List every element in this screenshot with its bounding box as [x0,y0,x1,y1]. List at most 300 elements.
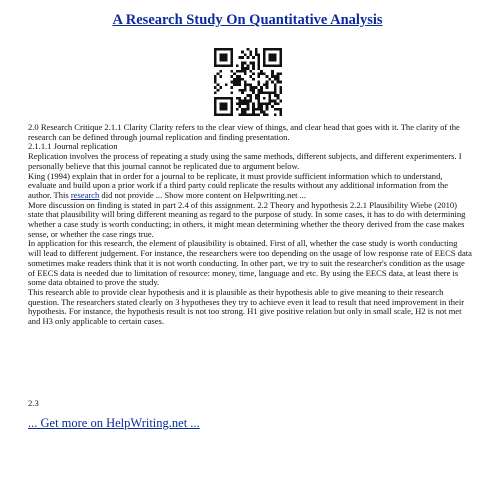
qr-module [249,86,252,89]
heading-journal-replication: 2.1.1.1 Journal replication [28,141,118,152]
qr-module [249,53,252,56]
qr-module [277,81,280,84]
qr-module [238,75,241,78]
qr-module [266,86,269,89]
qr-module [263,64,266,67]
qr-module [244,100,247,103]
paragraph-research-critique: 2.0 Research Critique 2.1.1 Clarity Clarity refers to the clear view of things, and clear head that goes with it. The clarity of the research can be defined through journal replication and finding presentation. [28,122,462,142]
qr-module [219,53,222,56]
paragraph-application: In application for this research, the element of plausibility is obtained. First of all, whether the case study is worth conducting will lead to different judgement. For instance, the researchers were too depending on the usage of low response rate of EECS data sometimes make readers think that it is not worth conducting. In other part, we try to suit the researcher's condition as the usage of EECS data is needed due to limitation of resource: money, time, language and etc. By using the EECS data, at least there is some data obtained to prove the study. [28,238,475,288]
qr-module [230,108,233,111]
qr-module [214,102,217,105]
qr-module [277,72,280,75]
qr-module [258,72,261,75]
qr-module [214,75,217,78]
qr-module [222,56,225,59]
qr-module [244,81,247,84]
qr-module [244,72,247,75]
qr-module [279,113,282,116]
section-number: 2.3 [28,398,39,408]
qr-module [279,48,282,51]
qr-module [274,64,277,67]
qr-module [219,86,222,89]
qr-module [244,67,247,70]
qr-module [219,59,222,62]
qr-module [222,48,225,51]
qr-module [238,70,241,73]
qr-module [255,86,258,89]
qr-module [222,102,225,105]
qr-module [255,108,258,111]
qr-module [266,108,269,111]
qr-module [266,75,269,78]
qr-module [222,105,225,108]
qr-module [241,70,244,73]
qr-module [274,53,277,56]
qr-module [271,75,274,78]
qr-module [258,75,261,78]
qr-module [222,64,225,67]
qr-module [255,51,258,54]
qr-module [260,86,263,89]
qr-module [274,48,277,51]
qr-module [214,108,217,111]
qr-module [263,111,266,114]
qr-module [271,72,274,75]
qr-module [266,105,269,108]
qr-module [222,97,225,100]
qr-module [214,113,217,116]
qr-module [268,59,271,62]
qr-module [236,83,239,86]
qr-module [219,48,222,51]
qr-module [249,62,252,65]
qr-module [244,62,247,65]
qr-module [238,102,241,105]
qr-module [263,113,266,116]
qr-module [252,72,255,75]
qr-module [247,113,250,116]
qr-module [247,56,250,59]
qr-module [271,56,274,59]
qr-module [230,48,233,51]
qr-module [225,56,228,59]
get-more-link[interactable]: ... Get more on HelpWriting.net ... [28,416,200,430]
qr-module [268,48,271,51]
qr-module [271,48,274,51]
qr-module [222,53,225,56]
paragraph-plausibility: More discussion on finding is stated in part 2.4 of this assignment. 2.2 Theory and hypothesis 2.2.1 Plausibility Wiebe (2010) state that plausibility will bring different meaning as regard to the purpose of study. In some cases, it has to do with determining whether a case study is worth conducting; in others, it might mean determining whether the theory derived from the case makes sense, or whether the case rings true. [28,199,468,239]
qr-module [252,67,255,70]
qr-module [258,53,261,56]
qr-module [214,62,217,65]
qr-module [249,89,252,92]
qr-module [260,105,263,108]
qr-module [258,67,261,70]
qr-module [252,108,255,111]
qr-module [249,94,252,97]
qr-module [268,92,271,95]
qr-module [258,89,261,92]
qr-module [241,89,244,92]
qr-module [214,86,217,89]
qr-module [222,113,225,116]
qr-module [258,94,261,97]
qr-module [244,86,247,89]
qr-module [236,75,239,78]
qr-module [241,102,244,105]
qr-module [225,59,228,62]
qr-module [277,94,280,97]
qr-module [244,89,247,92]
qr-module [274,78,277,81]
qr-module [277,78,280,81]
qr-module [258,81,261,84]
qr-module [225,83,228,86]
qr-module [249,51,252,54]
qr-module [238,113,241,116]
qr-module [230,51,233,54]
qr-module [236,81,239,84]
qr-module [268,64,271,67]
qr-module [252,89,255,92]
qr-module [230,113,233,116]
qr-module [219,70,222,73]
qr-module [274,100,277,103]
qr-module [230,102,233,105]
qr-module [217,113,220,116]
qr-module [263,92,266,95]
qr-module [228,113,231,116]
qr-module [263,102,266,105]
qr-module [244,102,247,105]
qr-module [263,97,266,100]
qr-module [228,48,231,51]
qr-module [225,53,228,56]
qr-module [217,83,220,86]
qr-module [238,83,241,86]
qr-module [244,108,247,111]
qr-module [258,83,261,86]
qr-module [263,83,266,86]
qr-module [279,56,282,59]
qr-module [219,105,222,108]
qr-module [233,72,236,75]
qr-module [266,64,269,67]
qr-module [279,89,282,92]
qr-module [277,97,280,100]
qr-module [214,92,217,95]
qr-module [258,113,261,116]
qr-module [268,94,271,97]
paragraph-hypothesis: This research able to provide clear hypothesis and it is plausible as their hypothesis able to give meaning to their research question. The researchers stated clearly on 3 hypotheses they try to achieve even it lead to result that need improvement in their hypothesis. For instance, the hypothesis result is not too strong. H1 give positive relation but only in small scale, H2 is not met and H3 only applicable to certain cases. [28,286,467,327]
qr-module [233,83,236,86]
qr-module [279,51,282,54]
qr-module [252,92,255,95]
qr-module [236,64,239,67]
qr-module [258,62,261,65]
qr-module [252,56,255,59]
qr-module [233,78,236,81]
qr-module [274,89,277,92]
qr-module [241,100,244,103]
qr-module [225,97,228,100]
qr-module [249,70,252,73]
qr-module [214,53,217,56]
qr-module [238,89,241,92]
qr-module [279,92,282,95]
qr-module [252,102,255,105]
page-title[interactable]: A Research Study On Quantitative Analysis [112,12,383,28]
qr-module [244,53,247,56]
qr-module [258,102,261,105]
qr-module [279,64,282,67]
qr-module [236,108,239,111]
qr-module [219,56,222,59]
qr-module [255,113,258,116]
qr-module [252,86,255,89]
qr-module [230,111,233,114]
paragraph-replication: Replication involves the process of repeating a study using the same methods, different subjects, and different experimenters. I personally believe that this journal cannot be replicated due to argument below. [28,151,464,171]
qr-module [214,48,217,51]
qr-module [271,64,274,67]
qr-module [230,62,233,65]
qr-module [214,51,217,54]
qr-module [258,108,261,111]
qr-module [247,83,250,86]
qr-module [225,64,228,67]
qr-module [247,105,250,108]
qr-module [274,59,277,62]
research-link[interactable]: research [70,189,100,200]
qr-module [263,51,266,54]
qr-module [238,105,241,108]
qr-module [260,92,263,95]
qr-module [258,92,261,95]
qr-module [258,64,261,67]
qr-module [219,113,222,116]
qr-module [241,51,244,54]
qr-module [268,56,271,59]
qr-module [214,59,217,62]
qr-module [225,48,228,51]
qr-module [277,64,280,67]
qr-module [238,97,241,100]
qr-module [258,59,261,62]
qr-module [252,111,255,114]
qr-module [222,108,225,111]
qr-module [249,75,252,78]
qr-module [222,59,225,62]
qr-module [230,75,233,78]
qr-module [266,81,269,84]
qr-module [230,81,233,84]
qr-module [255,94,258,97]
qr-module [230,100,233,103]
qr-module [268,78,271,81]
qr-module [214,100,217,103]
qr-module [244,111,247,114]
qr-module [244,83,247,86]
qr-module [255,53,258,56]
qr-module [260,89,263,92]
qr-module [252,64,255,67]
qr-module [217,97,220,100]
qr-module [274,75,277,78]
qr-module [214,81,217,84]
qr-module [219,64,222,67]
qr-module [274,86,277,89]
qr-module [244,97,247,100]
qr-module [247,94,250,97]
qr-module [258,100,261,103]
qr-module [244,70,247,73]
qr-module [279,53,282,56]
qr-module [214,111,217,114]
qr-module [236,70,239,73]
qr-code-icon [214,48,282,116]
qr-module [238,100,241,103]
qr-module [252,62,255,65]
qr-module [236,78,239,81]
qr-module [230,86,233,89]
qr-module [266,83,269,86]
qr-module [236,102,239,105]
qr-module [228,64,231,67]
qr-module [249,113,252,116]
qr-module [266,113,269,116]
qr-module [263,59,266,62]
qr-module [263,48,266,51]
qr-module [214,78,217,81]
qr-module [279,86,282,89]
qr-module [268,97,271,100]
qr-module [277,108,280,111]
qr-module [274,56,277,59]
qr-module [236,97,239,100]
qr-module [230,97,233,100]
qr-module [271,81,274,84]
qr-module [279,108,282,111]
qr-module [249,83,252,86]
qr-module [266,102,269,105]
qr-module [268,102,271,105]
qr-module [274,113,277,116]
qr-module [247,108,250,111]
qr-module [271,100,274,103]
qr-module [241,56,244,59]
paragraph-king-start: King (1994) explain that in order for a journal to be replicate, it must provide sufficient information which to understand, evaluate and build upon a prior work if a third party could replicate the results without any additional information from the author. This [28,170,451,200]
qr-module [258,105,261,108]
qr-module [258,97,261,100]
qr-module [214,97,217,100]
qr-module [230,53,233,56]
qr-module [214,64,217,67]
qr-module [230,92,233,95]
qr-module [217,72,220,75]
qr-module [252,105,255,108]
qr-module [279,111,282,114]
qr-module [249,100,252,103]
qr-module [217,48,220,51]
qr-module [241,92,244,95]
qr-module [219,97,222,100]
qr-module [230,56,233,59]
qr-module [247,102,250,105]
qr-module [247,67,250,70]
qr-module [217,64,220,67]
qr-module [247,48,250,51]
qr-module [241,108,244,111]
qr-module [266,48,269,51]
qr-module [214,105,217,108]
qr-module [277,75,280,78]
qr-module [260,70,263,73]
qr-module [271,53,274,56]
qr-module [247,100,250,103]
qr-module [260,111,263,114]
qr-module [244,113,247,116]
qr-module [230,59,233,62]
qr-module [266,92,269,95]
qr-module [263,56,266,59]
qr-module [277,48,280,51]
qr-module [230,70,233,73]
qr-module [219,108,222,111]
qr-module [279,72,282,75]
qr-module [271,105,274,108]
qr-module [258,56,261,59]
qr-module [263,53,266,56]
qr-module [241,62,244,65]
qr-module [241,64,244,67]
paragraph-king-end: did not provide ... Show more content on Helpwriting.net ... [99,189,307,200]
qr-module [252,78,255,81]
qr-module [260,102,263,105]
qr-module [274,92,277,95]
qr-module [268,53,271,56]
qr-module [271,70,274,73]
qr-module [238,56,241,59]
qr-module [279,62,282,65]
qr-module [271,92,274,95]
qr-module [255,97,258,100]
qr-module [260,72,263,75]
qr-module [241,78,244,81]
qr-module [279,59,282,62]
qr-module [249,97,252,100]
qr-module [225,102,228,105]
qr-module [247,64,250,67]
qr-module [263,72,266,75]
qr-module [225,108,228,111]
qr-module [214,56,217,59]
qr-module [241,111,244,114]
qr-module [274,83,277,86]
qr-module [241,113,244,116]
qr-module [219,102,222,105]
qr-module [230,64,233,67]
qr-module [217,89,220,92]
qr-module [279,81,282,84]
qr-module [225,105,228,108]
qr-module [225,113,228,116]
qr-module [274,102,277,105]
qr-module [230,105,233,108]
qr-module [279,100,282,103]
qr-module [228,97,231,100]
article-body [28,122,475,327]
